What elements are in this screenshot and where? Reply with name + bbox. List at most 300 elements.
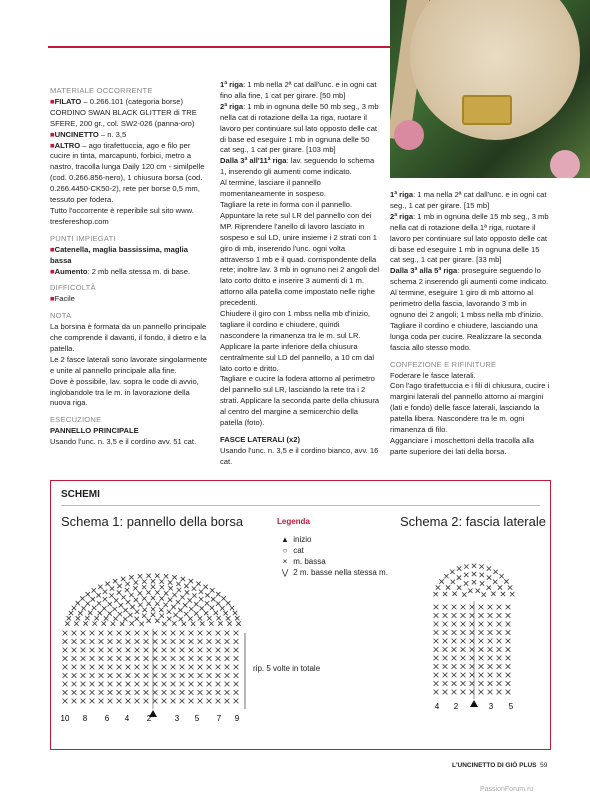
stitch-mark — [191, 622, 195, 626]
stitch-mark — [99, 639, 104, 644]
stitch-mark — [497, 681, 502, 686]
stitch-mark — [450, 570, 454, 574]
stitch-mark — [180, 656, 185, 661]
stitch-mark — [143, 608, 147, 612]
stitch-mark — [110, 586, 114, 590]
stitch-mark — [103, 597, 107, 601]
stitch-mark — [90, 639, 95, 644]
stitch-mark — [180, 682, 185, 687]
stitch-mark — [172, 575, 176, 579]
stitch-mark — [96, 593, 100, 597]
stitch-mark — [461, 613, 466, 618]
paragraph: Al termine, eseguire 1 giro di mb attorno al perimetro della fascia, lavorando 3 mb in ognuno dei 2 angoli; 1 mbss nella mb d'inizio. Tagliare il cordino e chiudere, lasciando una lunga coda per cucire. Realizzare la seconda fascia allo stesso modo. — [390, 288, 543, 352]
stitch-mark — [189, 690, 194, 695]
paragraph: ■ALTRO – ago tirafettuccia, ago e filo per cucire in tinta, marcapunti, forbici, metro a nastro, tracolla lunga Daily 120 cm - similpelle (cod. 0.266.856-nero), 1 chiusura borsa (cod. 0.266.4450-CK50-2), rete per borse 0,5 mm, tessuto per fodera. — [50, 140, 205, 205]
stitch-mark — [180, 665, 185, 670]
stitch-mark — [470, 647, 475, 652]
stitch-mark — [184, 584, 188, 588]
stitch-mark — [472, 580, 476, 584]
stitch-mark — [63, 682, 68, 687]
stitch-mark — [497, 605, 502, 610]
stitch-mark — [443, 681, 448, 686]
legend-item: × m. bassa — [282, 557, 326, 566]
stitch-mark — [434, 639, 439, 644]
stitch-mark — [209, 621, 213, 625]
stitch-mark — [444, 574, 448, 578]
stitch-mark — [171, 673, 176, 678]
stitch-mark — [443, 647, 448, 652]
stitch-mark — [225, 665, 230, 670]
stitch-mark — [203, 585, 207, 589]
stitch-mark — [171, 690, 176, 695]
stitch-mark — [135, 665, 140, 670]
stitch-mark — [493, 580, 497, 584]
stitch-mark — [230, 606, 234, 610]
stitch-mark — [72, 648, 77, 653]
stitch-mark — [223, 611, 227, 615]
stitch-mark — [69, 611, 73, 615]
stitch-mark — [487, 575, 491, 579]
stitch-mark — [207, 631, 212, 636]
stitch-mark — [81, 631, 86, 636]
stitch-mark — [234, 631, 239, 636]
stitch-mark — [189, 682, 194, 687]
stitch-mark — [198, 673, 203, 678]
stitch-mark — [180, 631, 185, 636]
paragraph: Usando l'unc. n. 3,5 e il cordino bianco, avv. 16 cat. — [220, 445, 379, 466]
stitch-mark — [126, 665, 131, 670]
stitch-mark — [225, 699, 230, 704]
stitch-mark — [216, 690, 221, 695]
stitch-mark — [151, 607, 155, 611]
stitch-mark — [189, 607, 193, 611]
stitch-mark — [452, 630, 457, 635]
stitch-mark — [464, 573, 468, 577]
stitch-mark — [464, 581, 468, 585]
stitch-mark — [86, 601, 90, 605]
stitch-mark — [452, 622, 457, 627]
stitch-mark — [81, 639, 86, 644]
stitch-mark — [443, 622, 448, 627]
stitch-mark — [144, 656, 149, 661]
stitch-mark — [139, 622, 143, 626]
stitch-mark — [480, 581, 484, 585]
stitch-mark — [153, 648, 158, 653]
start-marker — [470, 700, 478, 707]
stitch-mark — [198, 699, 203, 704]
stitch-mark — [146, 619, 150, 623]
stitch-mark — [497, 639, 502, 644]
paragraph: Chiudere il giro con 1 mbss nella mb d'inizio, tagliare il cordino e chiudere, quindi nascondere la rimanenza tra le m. sul LR. — [220, 309, 371, 340]
stitch-mark — [83, 621, 87, 625]
stitch-mark — [216, 673, 221, 678]
axis-label: 9 — [234, 714, 240, 723]
axis-label: 10 — [60, 714, 70, 723]
stitch-mark — [461, 630, 466, 635]
stitch-mark — [227, 621, 231, 625]
stitch-mark — [99, 631, 104, 636]
stitch-mark — [135, 673, 140, 678]
stitch-mark — [108, 699, 113, 704]
paragraph: FASCE LATERALI (x2) — [220, 435, 301, 444]
stitch-mark — [461, 656, 466, 661]
stitch-mark — [506, 681, 511, 686]
stitch-mark — [497, 613, 502, 618]
paragraph: Al termine, lasciare il pannello momentaneamente in sospeso. — [220, 178, 326, 199]
stitch-mark — [434, 690, 439, 695]
stitch-mark — [153, 673, 158, 678]
axis-label: 4 — [434, 702, 440, 711]
stitch-mark — [80, 596, 84, 600]
stitch-mark — [443, 664, 448, 669]
paragraph: 2ª riga: 1 mb in ognuna delle 50 mb seg., 3 mb nella cat di rotazione della 1a riga, ruotare il lavoro per continuare sul lato opposto delle cat di base ed eseguire 1 mb in ognuna delle 50 cat seg., 1 cat per girare. [103 mb] — [220, 101, 379, 155]
stitch-mark — [482, 592, 486, 596]
stitch-mark — [171, 656, 176, 661]
paragraph: Dalla 3ª all'11ª riga: lav. seguendo lo schema 1, inserendo gli aumenti come indicato. — [220, 156, 375, 177]
stitch-mark — [153, 631, 158, 636]
stitch-mark — [146, 574, 150, 578]
stitch-mark — [112, 607, 116, 611]
stitch-mark — [443, 690, 448, 695]
stitch-mark — [117, 699, 122, 704]
paragraph: 2ª riga: 1 mb in ognuna delle 15 mb seg., 3 mb nella cat di rotazione della 1ª riga, ruotare il lavoro per continuare sul lato opposto delle cat di base ed eseguire 1 mb in ognuna delle 15 cat seg., 1 cat per girare. [33 mb] — [390, 211, 549, 265]
stitch-mark — [113, 616, 117, 620]
stitch-mark — [81, 665, 86, 670]
stitch-mark — [216, 665, 221, 670]
stitch-mark — [185, 590, 189, 594]
stitch-mark — [476, 589, 480, 593]
stitch-mark — [221, 596, 225, 600]
stitch-mark — [155, 590, 159, 594]
stitch-mark — [117, 584, 121, 588]
stitch-mark — [470, 630, 475, 635]
axis-label: 7 — [216, 714, 222, 723]
stitch-mark — [155, 602, 159, 606]
axis-label: 2 — [453, 702, 459, 711]
stitch-mark — [99, 699, 104, 704]
stitch-mark — [506, 622, 511, 627]
stitch-mark — [470, 681, 475, 686]
stitch-mark — [183, 603, 187, 607]
stitch-mark — [108, 690, 113, 695]
stitch-mark — [479, 690, 484, 695]
stitch-mark — [468, 589, 472, 593]
stitch-mark — [159, 608, 163, 612]
stitch-mark — [207, 673, 212, 678]
stitch-mark — [162, 682, 167, 687]
stitch-mark — [488, 656, 493, 661]
stitch-mark — [63, 656, 68, 661]
stitch-mark — [117, 665, 122, 670]
stitch-mark — [461, 605, 466, 610]
stitch-mark — [488, 681, 493, 686]
paragraph: 1ª riga: 1 mb nella 2ª cat dall'unc. e in ogni cat fino alla fine, 1 cat per girare. [50 mb] — [220, 80, 377, 100]
watermark: PassionForum.ru — [480, 786, 534, 793]
stitch-mark — [198, 648, 203, 653]
stitch-mark — [117, 682, 122, 687]
stitch-mark — [151, 596, 155, 600]
stitch-mark — [108, 673, 113, 678]
stitch-mark — [121, 577, 125, 581]
stitch-mark — [506, 613, 511, 618]
stitch-mark — [163, 603, 167, 607]
paragraph: Tutto l'occorrente è reperibile sul sito www. tresfereshop.com — [50, 205, 194, 226]
stitch-mark — [179, 617, 183, 621]
stitch-mark — [135, 610, 139, 614]
stitch-mark — [234, 639, 239, 644]
stitch-mark — [216, 616, 220, 620]
stitch-mark — [98, 585, 102, 589]
stitch-mark — [216, 699, 221, 704]
stitch-mark — [234, 665, 239, 670]
stitch-mark — [205, 601, 209, 605]
stitch-mark — [117, 648, 122, 653]
stitch-mark — [198, 665, 203, 670]
stitch-mark — [189, 579, 193, 583]
stitch-mark — [207, 639, 212, 644]
stitch-mark — [118, 612, 122, 616]
paragraph: ■FILATO – 0.266.101 (categoria borse) CORDINO SWAN BLACK GLITTER di TRE SFERE, 200 gr., col. SW2-026 (panna-oro) — [50, 96, 197, 128]
stitch-mark — [99, 656, 104, 661]
stitch-mark — [121, 595, 125, 599]
stitch-mark — [105, 582, 109, 586]
stitch-mark — [479, 681, 484, 686]
stitch-mark — [126, 656, 131, 661]
stitch-mark — [499, 574, 503, 578]
stitch-mark — [171, 665, 176, 670]
stitch-mark — [104, 616, 108, 620]
stitch-mark — [225, 673, 230, 678]
stitch-mark — [501, 592, 505, 596]
stitch-mark — [88, 611, 92, 615]
stitch-mark — [452, 664, 457, 669]
stitch-mark — [216, 639, 221, 644]
stitch-mark — [198, 690, 203, 695]
stitch-mark — [117, 631, 122, 636]
axis-label: 5 — [194, 714, 200, 723]
stitch-mark — [117, 639, 122, 644]
stitch-mark — [510, 592, 514, 596]
stitch-mark — [135, 690, 140, 695]
stitch-mark — [63, 665, 68, 670]
stitch-mark — [452, 647, 457, 652]
stitch-mark — [497, 690, 502, 695]
stitch-mark — [470, 605, 475, 610]
stitch-mark — [129, 575, 133, 579]
stitch-mark — [472, 564, 476, 568]
stitch-mark — [72, 682, 77, 687]
stitch-mark — [434, 630, 439, 635]
stitch-mark — [200, 621, 204, 625]
stitch-mark — [235, 616, 239, 620]
stitch-mark — [128, 613, 132, 617]
stitch-mark — [164, 591, 168, 595]
stitch-mark — [479, 630, 484, 635]
stitch-mark — [142, 585, 146, 589]
stitch-mark — [85, 616, 89, 620]
stitch-mark — [171, 605, 175, 609]
stitch-mark — [63, 673, 68, 678]
paragraph: Tagliare e cucire la fodera attorno al perimetro del pannello sul LR, lasciando la rete tra i 2 strati. Applicare la seconda parte della chiusura al centro del margine a semicerchio della patella (foto). — [220, 374, 380, 428]
stitch-mark — [90, 656, 95, 661]
stitch-mark — [138, 574, 142, 578]
scheme1-chart — [51, 481, 550, 749]
stitch-mark — [162, 699, 167, 704]
stitch-mark — [91, 597, 95, 601]
stitch-mark — [81, 648, 86, 653]
section-heading: DIFFICOLTÀ — [50, 283, 96, 293]
stitch-mark — [188, 598, 192, 602]
stitch-mark — [113, 579, 117, 583]
stitch-mark — [189, 665, 194, 670]
stitch-mark — [120, 622, 124, 626]
stitch-mark — [144, 648, 149, 653]
stitch-mark — [159, 579, 163, 583]
stitch-mark — [168, 580, 172, 584]
stitch-mark — [155, 619, 159, 623]
stitch-mark — [479, 605, 484, 610]
stitch-mark — [108, 648, 113, 653]
stitch-mark — [207, 665, 212, 670]
stitch-mark — [461, 622, 466, 627]
stitch-mark — [443, 639, 448, 644]
stitch-mark — [452, 681, 457, 686]
stitch-mark — [226, 616, 230, 620]
stitch-mark — [198, 639, 203, 644]
stitch-mark — [457, 566, 461, 570]
stitch-mark — [198, 631, 203, 636]
stitch-mark — [65, 621, 69, 625]
paragraph: Con l'ago tirafettuccia e i fili di chiusura, cucire i margini laterali del pannello attorno ai margini (lati e fondo) delle fasce laterali, lasciando la patella libera. Nascondere tra le m. ogni rimanenza di filo. — [390, 381, 550, 435]
stitch-mark — [192, 586, 196, 590]
page-number: 59 — [540, 762, 548, 769]
stitch-mark — [225, 690, 230, 695]
paragraph: PANNELLO PRINCIPALE — [50, 426, 139, 436]
stitch-mark — [160, 614, 164, 618]
stitch-mark — [126, 600, 130, 604]
stitch-mark — [151, 585, 155, 589]
stitch-mark — [142, 579, 146, 583]
stitch-mark — [144, 673, 149, 678]
stitch-mark — [153, 665, 158, 670]
header-rule — [48, 46, 390, 48]
stitch-mark — [135, 639, 140, 644]
stitch-mark — [216, 656, 221, 661]
page-footer — [452, 762, 547, 769]
stitch-mark — [446, 585, 450, 589]
stitch-mark — [72, 690, 77, 695]
paragraph: La borsina è formata da un pannello principale che comprende il davanti, il fondo, il dietro e la patella. — [50, 322, 207, 353]
stitch-mark — [488, 664, 493, 669]
stitch-mark — [146, 590, 150, 594]
stitch-mark — [457, 575, 461, 579]
stitch-mark — [434, 664, 439, 669]
stitch-mark — [171, 648, 176, 653]
stitch-mark — [180, 690, 185, 695]
stitch-mark — [461, 673, 466, 678]
stitch-mark — [487, 566, 491, 570]
stitch-mark — [443, 592, 447, 596]
stitch-mark — [90, 682, 95, 687]
stitch-mark — [479, 673, 484, 678]
axis-label: 3 — [174, 714, 180, 723]
stitch-mark — [479, 613, 484, 618]
stitch-mark — [470, 664, 475, 669]
paragraph: ■Facile — [50, 294, 75, 304]
stitch-mark — [171, 631, 176, 636]
stitch-mark — [233, 611, 237, 615]
stitch-mark — [168, 586, 172, 590]
section-heading: NOTA — [50, 311, 72, 321]
stitch-mark — [236, 621, 240, 625]
stitch-mark — [167, 610, 171, 614]
stitch-mark — [488, 690, 493, 695]
stitch-mark — [134, 598, 138, 602]
stitch-mark — [189, 639, 194, 644]
stitch-mark — [162, 656, 167, 661]
stitch-mark — [470, 613, 475, 618]
stitch-mark — [189, 631, 194, 636]
stitch-mark — [72, 656, 77, 661]
stitch-mark — [488, 605, 493, 610]
stitch-mark — [108, 682, 113, 687]
paragraph: Tagliare la rete in forma con il pannello. Appuntare la rete sul LR del pannello con dei MP. Riprendere l'anello di lavoro lasciato in sospeso e sul LD, unire insieme i 2 strati con 1 giro di mb, inserendo l'unc. ogni volta attraverso 1 mb e il quad. corrispondente della rete; inoltre lav. 3 mb in ognuno nei 2 angoli del lato corto dritto e inserire 3 aumenti di 1 m. attorno alla patella come impostato nelle righe precedenti. — [220, 199, 380, 308]
stitch-mark — [147, 602, 151, 606]
stitch-mark — [194, 602, 198, 606]
stitch-mark — [135, 656, 140, 661]
stitch-mark — [207, 699, 212, 704]
stitch-mark — [126, 673, 131, 678]
stitch-mark — [119, 603, 123, 607]
stitch-mark — [443, 613, 448, 618]
stitch-mark — [508, 585, 512, 589]
stitch-mark — [497, 656, 502, 661]
stitch-mark — [189, 656, 194, 661]
stitch-mark — [81, 606, 85, 610]
stitch-mark — [92, 606, 96, 610]
stitch-mark — [162, 648, 167, 653]
stitch-mark — [180, 595, 184, 599]
stitch-mark — [162, 665, 167, 670]
stitch-mark — [125, 588, 129, 592]
stitch-mark — [452, 613, 457, 618]
stitch-mark — [97, 601, 101, 605]
stitch-mark — [470, 673, 475, 678]
legend-item: ▲ inizio — [281, 535, 312, 544]
stitch-mark — [462, 592, 466, 596]
stitch-mark — [461, 664, 466, 669]
stitch-mark — [162, 622, 166, 626]
stitch-mark — [72, 639, 77, 644]
stitch-mark — [225, 639, 230, 644]
section-heading: MATERIALE OCCORRENTE — [50, 86, 153, 95]
stitch-mark — [103, 589, 107, 593]
stitch-mark — [497, 622, 502, 627]
stitch-mark — [189, 699, 194, 704]
stitch-mark — [171, 699, 176, 704]
stitch-mark — [72, 606, 76, 610]
stitch-mark — [470, 690, 475, 695]
stitch-mark — [506, 647, 511, 652]
axis-label: 8 — [82, 714, 88, 723]
stitch-mark — [461, 639, 466, 644]
stitch-mark — [488, 647, 493, 652]
stitch-mark — [135, 699, 140, 704]
stitch-mark — [226, 601, 230, 605]
stitch-mark — [94, 616, 98, 620]
stitch-mark — [108, 656, 113, 661]
stitch-mark — [461, 681, 466, 686]
